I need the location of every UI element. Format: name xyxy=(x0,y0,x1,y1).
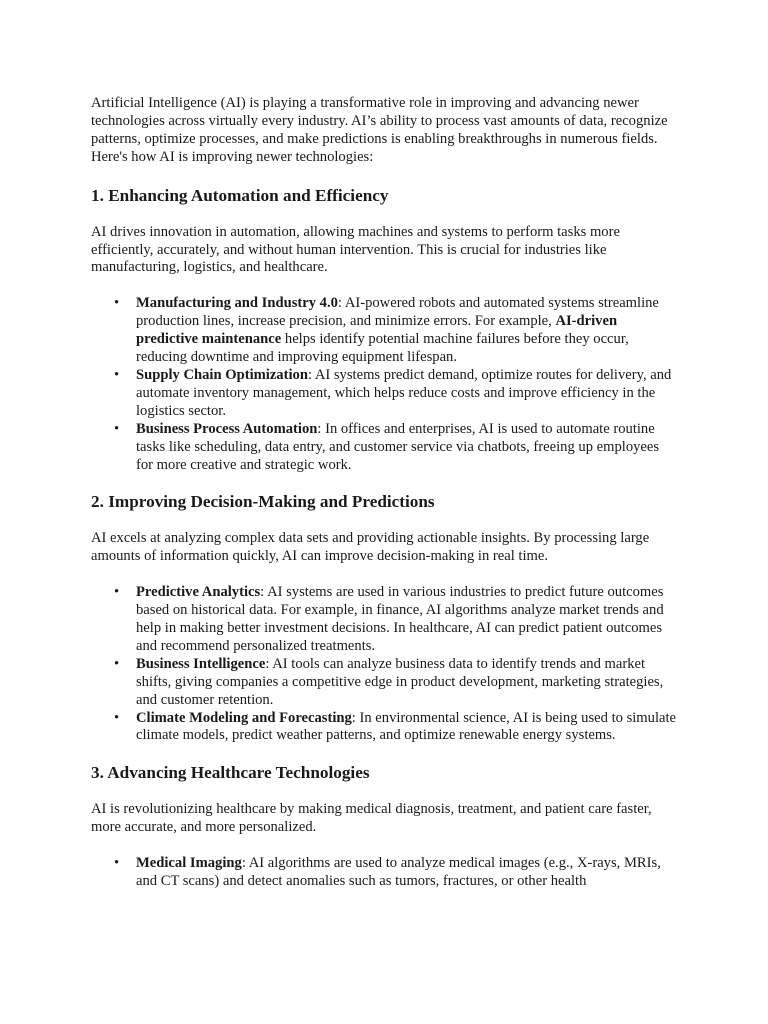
list-item-term: Climate Modeling and Forecasting xyxy=(136,709,352,726)
section-heading-healthcare: 3. Advancing Healthcare Technologies xyxy=(91,763,370,783)
list-item xyxy=(114,584,679,656)
bullet-list-decision-making xyxy=(91,584,679,745)
list-item-text: : AI-powered robots and automated systems streamline production lines, increase precision, and minimize errors. For example, xyxy=(136,295,659,330)
intro-paragraph: Artificial Intelligence (AI) is playing a transformative role in improving and advancing newer technologies across virtually every industry. AI’s ability to process vast amounts of data, recognize patterns, optimize processes, and make predictions is enabling breakthroughs in numerous fields. Here's how AI is improving newer technologies: xyxy=(91,95,668,165)
section-paragraph-automation: AI drives innovation in automation, allowing machines and systems to perform tasks more efficiently, accurately, and without human intervention. This is crucial for industries like manufacturing, logistics, and healthcare. xyxy=(91,223,620,276)
section-paragraph-healthcare: AI is revolutionizing healthcare by making medical diagnosis, treatment, and patient care faster, more accurate, and more personalized. xyxy=(91,801,652,836)
list-item-term: Manufacturing and Industry 4.0 xyxy=(136,295,338,312)
bullet-icon: • xyxy=(114,855,120,872)
bullet-list-healthcare xyxy=(91,855,679,891)
list-item xyxy=(114,709,679,746)
section-paragraph-decision-making: AI excels at analyzing complex data sets and providing actionable insights. By processing large amounts of information quickly, AI can improve decision-making in real time. xyxy=(91,530,650,565)
list-item-text: : AI systems predict demand, optimize routes for delivery, and automate inventory management, which helps reduce costs and improve efficiency in the logistics sector. xyxy=(136,366,672,419)
list-item-term: Business Process Automation xyxy=(136,420,318,437)
bullet-icon: • xyxy=(114,709,120,726)
list-item-text: : AI systems are used in various industries to predict future outcomes based on historical data. For example, in finance, AI algorithms analyze market trends and help in making better investment decisions. In healthcare, AI can predict patient outcomes and recommend personalized treatments. xyxy=(136,584,664,654)
list-item-term-inline: AI-driven predictive maintenance xyxy=(136,313,618,348)
bullet-icon: • xyxy=(114,295,120,312)
bullet-icon: • xyxy=(114,366,120,383)
list-item-text: : In environmental science, AI is being used to simulate climate models, predict weather patterns, and optimize renewable energy systems. xyxy=(136,709,677,744)
bullet-icon: • xyxy=(114,655,120,672)
list-item-text: : AI tools can analyze business data to identify trends and market shifts, giving companies a competitive edge in product development, marketing strategies, and customer retention. xyxy=(136,655,664,708)
list-item-text: : In offices and enterprises, AI is used to automate routine tasks like scheduling, data entry, and customer service via chatbots, freeing up employees for more creative and strategic work. xyxy=(136,420,660,473)
list-item-term: Business Intelligence xyxy=(136,655,266,672)
list-item-term: Supply Chain Optimization xyxy=(136,366,308,383)
bullet-icon: • xyxy=(114,584,120,601)
list-item-text: : AI algorithms are used to analyze medical images (e.g., X-rays, MRIs, and CT scans) and detect anomalies such as tumors, fractures, or other health xyxy=(136,855,661,890)
bullet-icon: • xyxy=(114,420,120,437)
list-item xyxy=(114,366,679,421)
section-heading-decision-making: 2. Improving Decision-Making and Predictions xyxy=(91,492,435,512)
list-item xyxy=(114,420,679,475)
list-item xyxy=(114,655,679,710)
list-item-term: Medical Imaging xyxy=(136,855,242,872)
list-item xyxy=(114,855,679,891)
list-item-text-continued: helps identify potential machine failures before they occur, reducing downtime and improving equipment lifespan. xyxy=(136,331,629,366)
section-heading-automation: 1. Enhancing Automation and Efficiency xyxy=(91,185,389,205)
bullet-list-automation xyxy=(91,295,679,474)
list-item xyxy=(114,295,679,367)
list-item-term: Predictive Analytics xyxy=(136,584,261,601)
